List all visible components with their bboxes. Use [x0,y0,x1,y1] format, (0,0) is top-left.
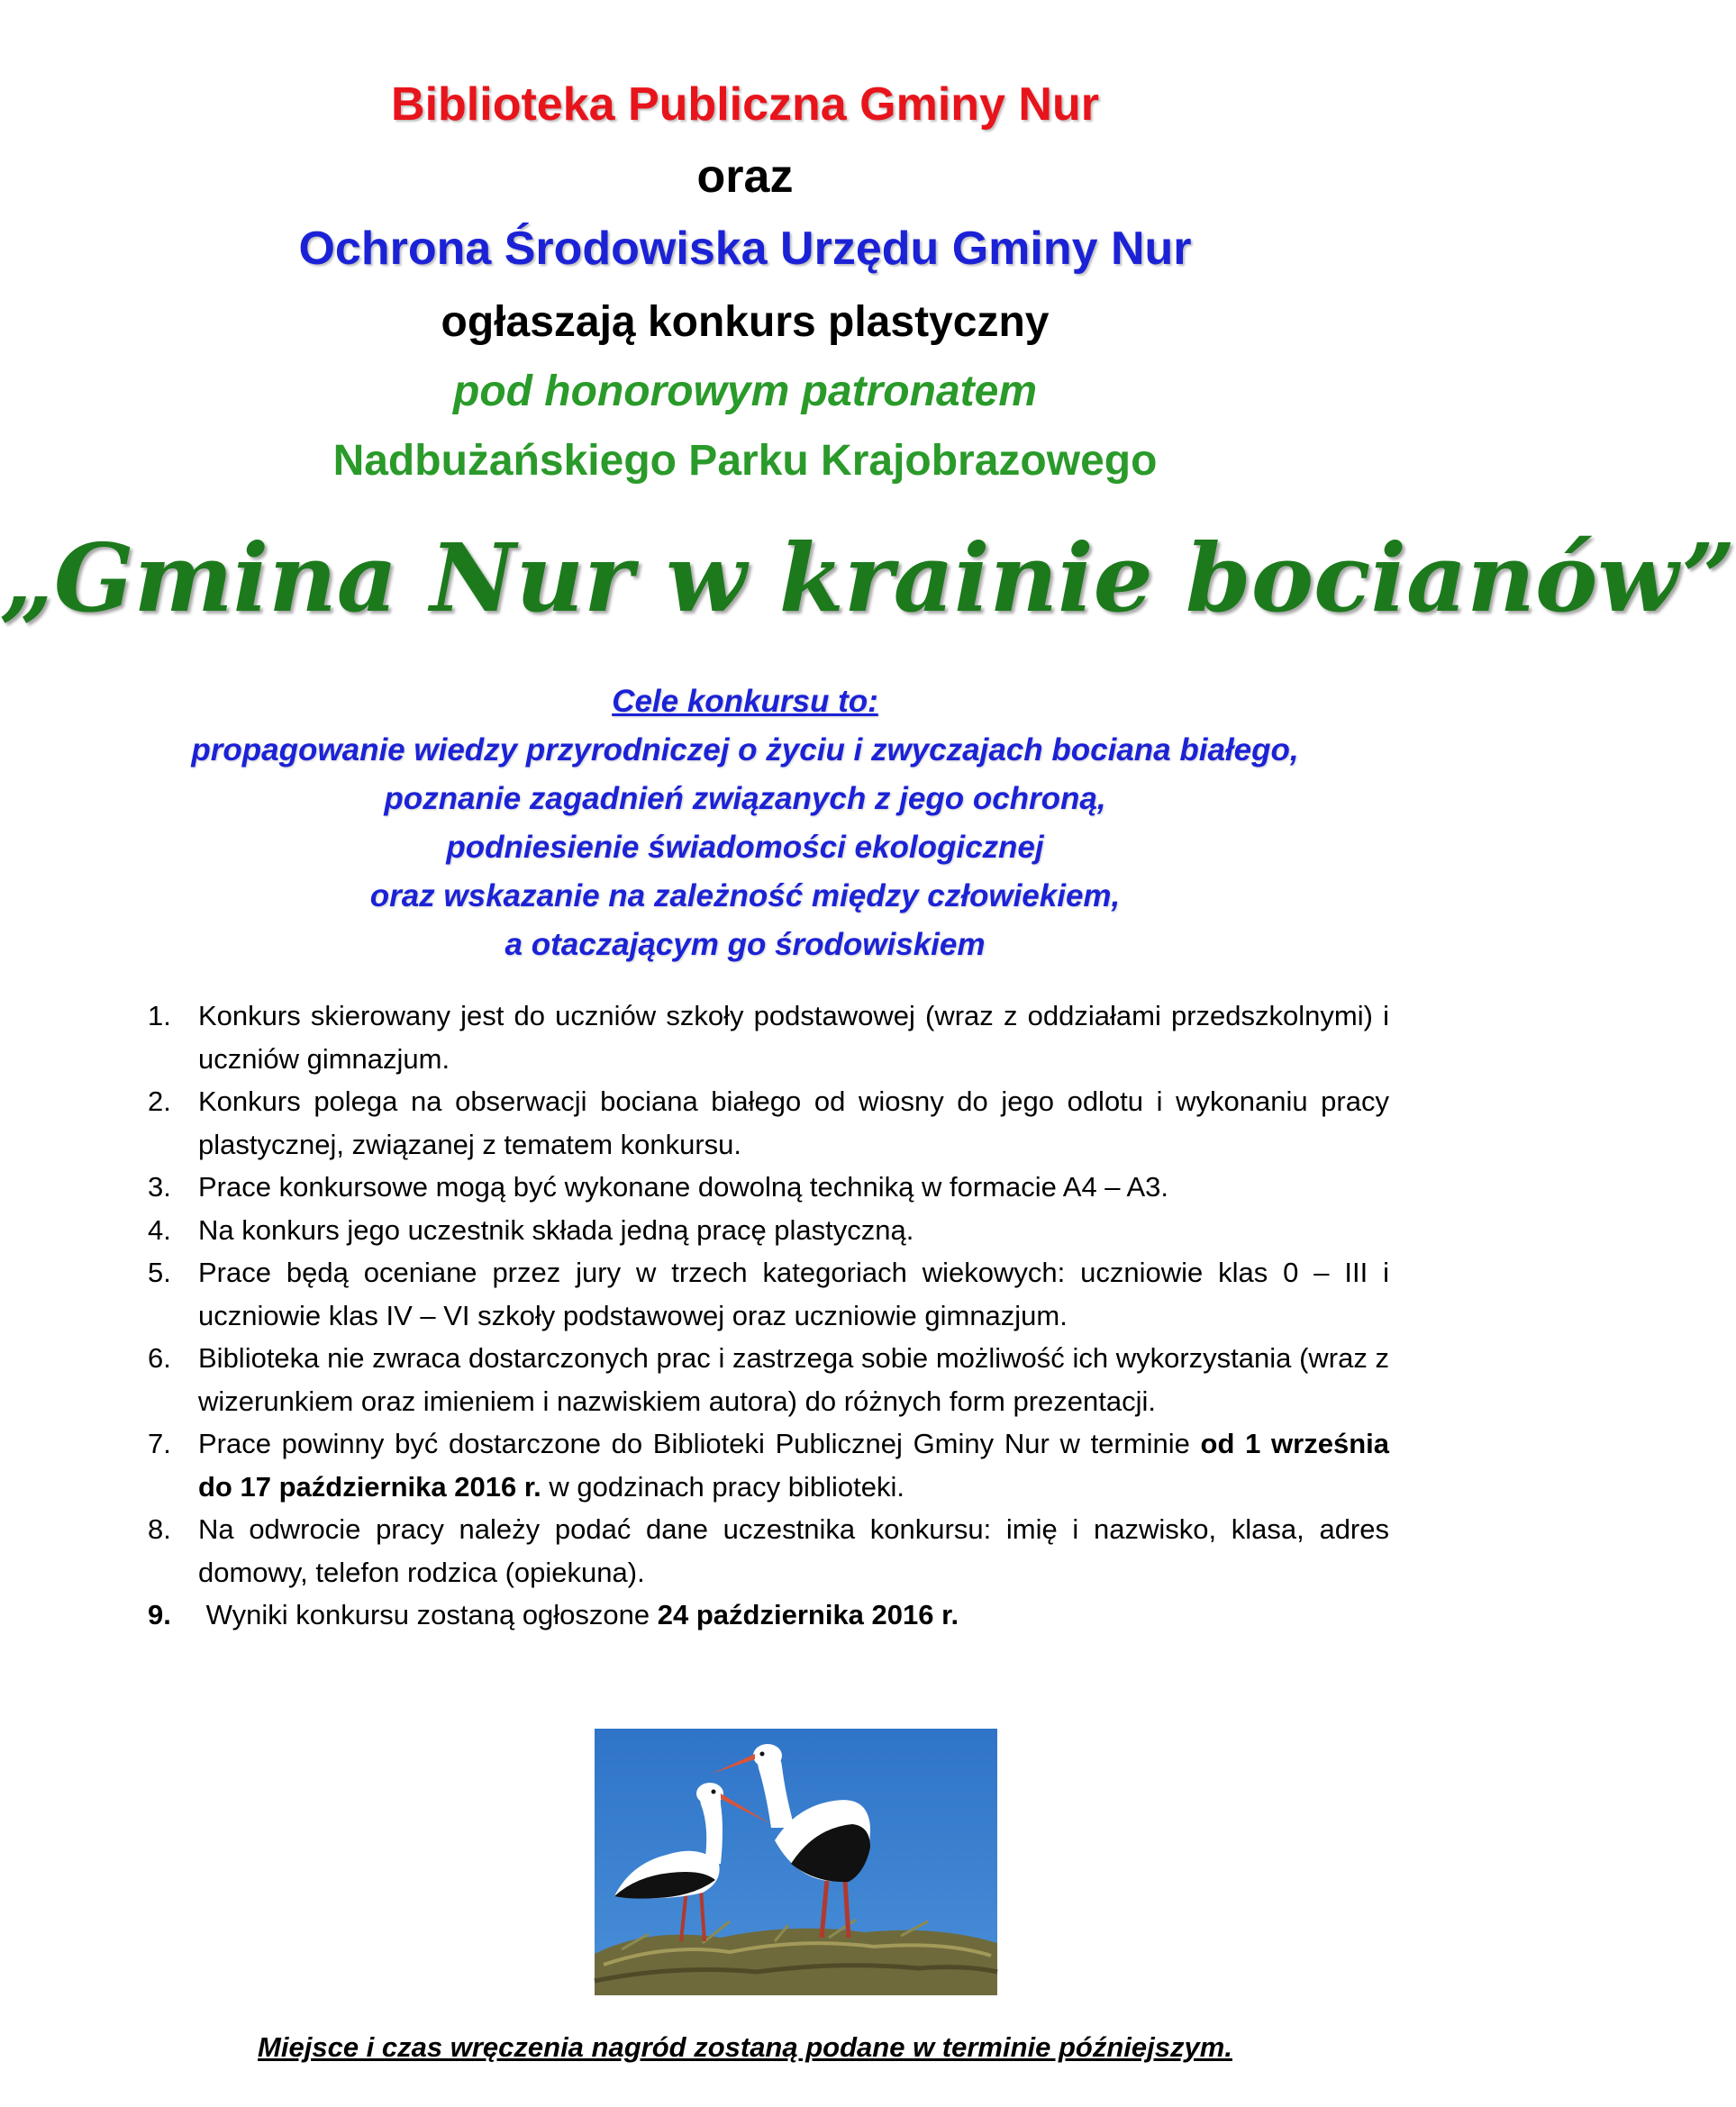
deadline-dates: od 1 września do 17 października 2016 r. [198,1428,1389,1503]
rules-list [148,994,1389,1637]
rule-item [148,994,1389,1080]
rule-number: 2. [148,1085,171,1117]
goal-line: propagowanie wiedzy przyrodniczej o życiu i zwyczajach bociana białego, [191,732,1299,767]
rule-item [148,1594,1389,1637]
rule-text: Prace konkursowe mogą być wykonane dowolną techniką w formacie A4 – A3. [198,1171,1168,1203]
rule-number: 8. [148,1513,171,1545]
rule-number: 4. [148,1213,171,1246]
storks-photo [595,1729,997,1995]
rule-text: Na konkurs jego uczestnik składa jedną pracę plastyczną. [198,1213,914,1246]
goal-line: a otaczającym go środowiskiem [504,927,986,962]
goal-line: oraz wskazanie na zależność między człowiekiem, [369,878,1121,913]
rule-item [148,1080,1389,1166]
rule-item [148,1251,1389,1337]
rule-item [148,1337,1389,1422]
contest-goals [0,677,1490,969]
goals-heading: Cele konkursu to: [612,684,878,719]
rule-number: 6. [148,1342,171,1374]
rule-text: Konkurs polega na obserwacji bociana białego od wiosny do jego odlotu i wykonaniu pracy plastycznej, związanej z tematem konkursu. [198,1085,1389,1160]
goal-line: podniesienie świadomości ekologicznej [446,830,1044,865]
rule-text: Na odwrocie pracy należy podać dane uczestnika konkursu: imię i nazwisko, klasa, adres domowy, telefon rodzica (opiekuna). [198,1513,1389,1588]
rule-text: Prace będą oceniane przez jury w trzech kategoriach wiekowych: uczniowie klas 0 – III i uczniowie klas IV – VI szkoły podstawowej oraz uczniowie gimnazjum. [198,1257,1389,1331]
patronage-line: pod honorowym patronatem [453,368,1037,415]
rule-text: Wyniki konkursu zostaną ogłoszone [198,1599,658,1630]
goal-line: poznanie zagadnień związanych z jego ochroną, [384,781,1106,816]
rule-item [148,1422,1389,1508]
rule-text: Biblioteka nie zwraca dostarczonych prac i zastrzega sobie możliwość ich wykorzystania (wraz z wizerunkiem oraz imieniem i nazwiskiem autora) do różnych form prezentacji. [198,1342,1389,1417]
rule-number: 5. [148,1257,171,1288]
contest-title: „Gmina Nur w krainie bocianów” [0,522,1736,633]
results-date: 24 października 2016 r. [657,1599,959,1630]
rule-text: Konkurs skierowany jest do uczniów szkoły podstawowej (wraz z oddziałami przedszkolnymi) i uczniów gimnazjum. [198,1000,1389,1075]
rule-number: 1. [148,1000,171,1031]
organizer-library: Biblioteka Publiczna Gminy Nur [391,78,1099,131]
rule-item [148,1209,1389,1252]
rule-item [148,1166,1389,1209]
rule-text: w godzinach pracy biblioteki. [541,1470,905,1503]
rule-item [148,1508,1389,1594]
rule-number: 3. [148,1171,171,1203]
rule-number: 9. [148,1599,171,1630]
conjunction: oraz [696,150,794,203]
patron-name: Nadbużańskiego Parku Krajobrazowego [332,437,1158,485]
awards-note: Miejsce i czas wręczenia nagród zostaną podane w terminie późniejszym. [258,2031,1232,2063]
storks-illustration [595,1729,997,1995]
rule-text: Prace powinny być dostarczone do Biblioteki Publicznej Gminy Nur w terminie [198,1428,1201,1459]
announcement-line: ogłaszają konkurs plastyczny [441,298,1050,346]
rule-number: 7. [148,1428,171,1459]
organizer-environment: Ochrona Środowiska Urzędu Gminy Nur [298,223,1192,275]
